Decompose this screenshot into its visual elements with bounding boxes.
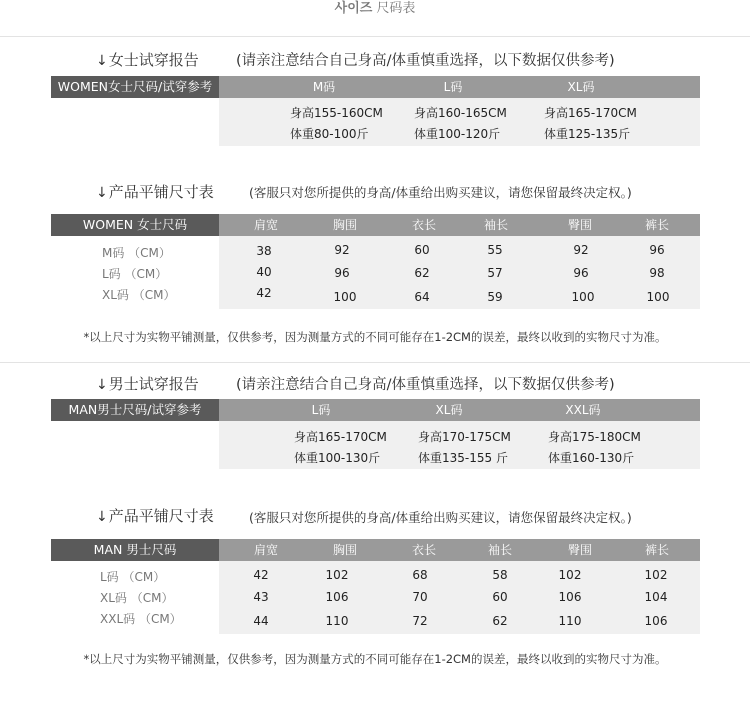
table-cell: 60 <box>414 243 430 257</box>
table-row-label: L码 （CM） <box>102 267 168 281</box>
men-tryon-height-l: 身高165-170CM <box>294 430 387 444</box>
men-tryon-note: (请亲注意结合自己身高/体重慎重选择，以下数据仅供参考) <box>236 377 615 393</box>
table-cell: 96 <box>649 243 665 257</box>
women-measure-note: (客服只对您所提供的身高/体重给出购买建议，请您保留最终决定权。) <box>249 185 632 200</box>
women-tryon-height-l: 身高160-165CM <box>414 106 507 120</box>
table-cell: 44 <box>253 614 269 628</box>
table-row-label: XL码 （CM） <box>102 288 176 302</box>
page-title-korean: 사이즈 <box>334 1 373 16</box>
col-shoulder: 肩宽 <box>253 543 278 557</box>
table-cell: 106 <box>558 590 582 604</box>
women-tryon-height-m: 身高155-160CM <box>290 106 383 120</box>
table-cell: 62 <box>414 266 430 280</box>
col-chest: 胸围 <box>332 543 357 557</box>
table-cell: 57 <box>487 266 503 280</box>
men-measure-note: (客服只对您所提供的身高/体重给出购买建议，请您保留最终决定权。) <box>249 510 632 525</box>
table-row-label: XL码 （CM） <box>100 591 174 605</box>
table-cell: 106 <box>325 590 349 604</box>
women-tryon-body <box>219 98 700 146</box>
women-measure-label: WOMEN 女士尺码 <box>51 214 219 236</box>
men-panel <box>0 362 750 683</box>
table-row-label: M码 （CM） <box>102 246 171 260</box>
women-tryon-size-l: L码 <box>443 80 463 94</box>
table-cell: 40 <box>256 265 272 279</box>
men-measure-label: MAN 男士尺码 <box>51 539 219 561</box>
women-tryon-weight-xl: 体重125-135斤 <box>544 127 631 141</box>
table-cell: 92 <box>334 243 350 257</box>
men-tryon-header <box>219 399 700 421</box>
women-tryon-header <box>219 76 700 98</box>
table-cell: 68 <box>412 568 428 582</box>
table-cell: 55 <box>487 243 503 257</box>
table-cell: 59 <box>487 290 503 304</box>
table-row-label: XXL码 （CM） <box>100 612 182 626</box>
women-tryon-title: ↓女士试穿报告 <box>96 51 199 69</box>
table-cell: 60 <box>492 590 508 604</box>
table-cell: 64 <box>414 290 430 304</box>
table-cell: 96 <box>573 266 589 280</box>
table-cell: 102 <box>644 568 668 582</box>
col-pants: 裤长 <box>644 543 669 557</box>
women-tryon-weight-l: 体重100-120斤 <box>414 127 501 141</box>
men-tryon-size-xl: XL码 <box>435 403 463 417</box>
table-cell: 104 <box>644 590 668 604</box>
table-cell: 102 <box>558 568 582 582</box>
table-cell: 98 <box>649 266 665 280</box>
table-cell: 42 <box>253 568 269 582</box>
col-sleeve: 袖长 <box>487 543 512 557</box>
men-tryon-title: ↓男士试穿报告 <box>96 375 199 393</box>
men-tryon-weight-xl: 体重135-155 斤 <box>418 451 508 465</box>
table-cell: 38 <box>256 244 272 258</box>
women-panel <box>0 36 750 363</box>
men-tryon-weight-xxl: 体重160-130斤 <box>548 451 635 465</box>
col-length: 衣长 <box>411 218 436 232</box>
women-tryon-weight-m: 体重80-100斤 <box>290 127 369 141</box>
men-tryon-label: MAN男士尺码/试穿参考 <box>51 399 219 421</box>
table-cell: 43 <box>253 590 269 604</box>
women-tryon-note: (请亲注意结合自己身高/体重慎重选择，以下数据仅供参考) <box>236 53 615 69</box>
women-measure-body <box>219 236 700 309</box>
table-cell: 92 <box>573 243 589 257</box>
men-measure-body <box>219 561 700 634</box>
women-footnote: *以上尺寸为实物平铺测量，仅供参考，因为测量方式的不同可能存在1-2CM的误差，最终以收到的实物尺寸为准。 <box>83 330 667 344</box>
women-tryon-size-m: M码 <box>312 80 336 94</box>
col-shoulder: 肩宽 <box>253 218 278 232</box>
men-tryon-weight-l: 体重100-130斤 <box>294 451 381 465</box>
table-cell: 100 <box>646 290 670 304</box>
table-cell: 70 <box>412 590 428 604</box>
table-cell: 62 <box>492 614 508 628</box>
women-tryon-height-xl: 身高165-170CM <box>544 106 637 120</box>
women-measure-title: ↓产品平铺尺寸表 <box>96 183 214 201</box>
col-hip: 臀围 <box>567 543 592 557</box>
down-arrow-icon: ↓ <box>96 509 108 525</box>
table-cell: 110 <box>325 614 349 628</box>
table-cell: 96 <box>334 266 350 280</box>
table-cell: 42 <box>256 286 272 300</box>
page-title <box>0 0 750 18</box>
table-cell: 100 <box>571 290 595 304</box>
men-measure-title: ↓产品平铺尺寸表 <box>96 507 214 525</box>
table-cell: 72 <box>412 614 428 628</box>
col-chest: 胸围 <box>332 218 357 232</box>
table-cell: 100 <box>333 290 357 304</box>
col-sleeve: 袖长 <box>483 218 508 232</box>
men-footnote: *以上尺寸为实物平铺测量，仅供参考，因为测量方式的不同可能存在1-2CM的误差，最终以收到的实物尺寸为准。 <box>83 652 667 666</box>
women-measure-header <box>219 214 700 236</box>
men-tryon-size-xxl: XXL码 <box>565 403 601 417</box>
men-tryon-body <box>219 421 700 469</box>
col-hip: 臀围 <box>567 218 592 232</box>
down-arrow-icon: ↓ <box>96 185 108 201</box>
down-arrow-icon: ↓ <box>96 53 108 69</box>
col-length: 衣长 <box>411 543 436 557</box>
men-tryon-height-xl: 身高170-175CM <box>418 430 511 444</box>
women-tryon-label: WOMEN女士尺码/试穿参考 <box>51 76 219 98</box>
men-tryon-height-xxl: 身高175-180CM <box>548 430 641 444</box>
table-cell: 58 <box>492 568 508 582</box>
men-measure-header <box>219 539 700 561</box>
women-tryon-size-xl: XL码 <box>567 80 595 94</box>
down-arrow-icon: ↓ <box>96 377 108 393</box>
table-row-label: L码 （CM） <box>100 570 166 584</box>
table-cell: 102 <box>325 568 349 582</box>
men-tryon-size-l: L码 <box>311 403 331 417</box>
table-cell: 106 <box>644 614 668 628</box>
page-title-chinese: 尺码表 <box>376 1 416 16</box>
col-pants: 裤长 <box>644 218 669 232</box>
table-cell: 110 <box>558 614 582 628</box>
